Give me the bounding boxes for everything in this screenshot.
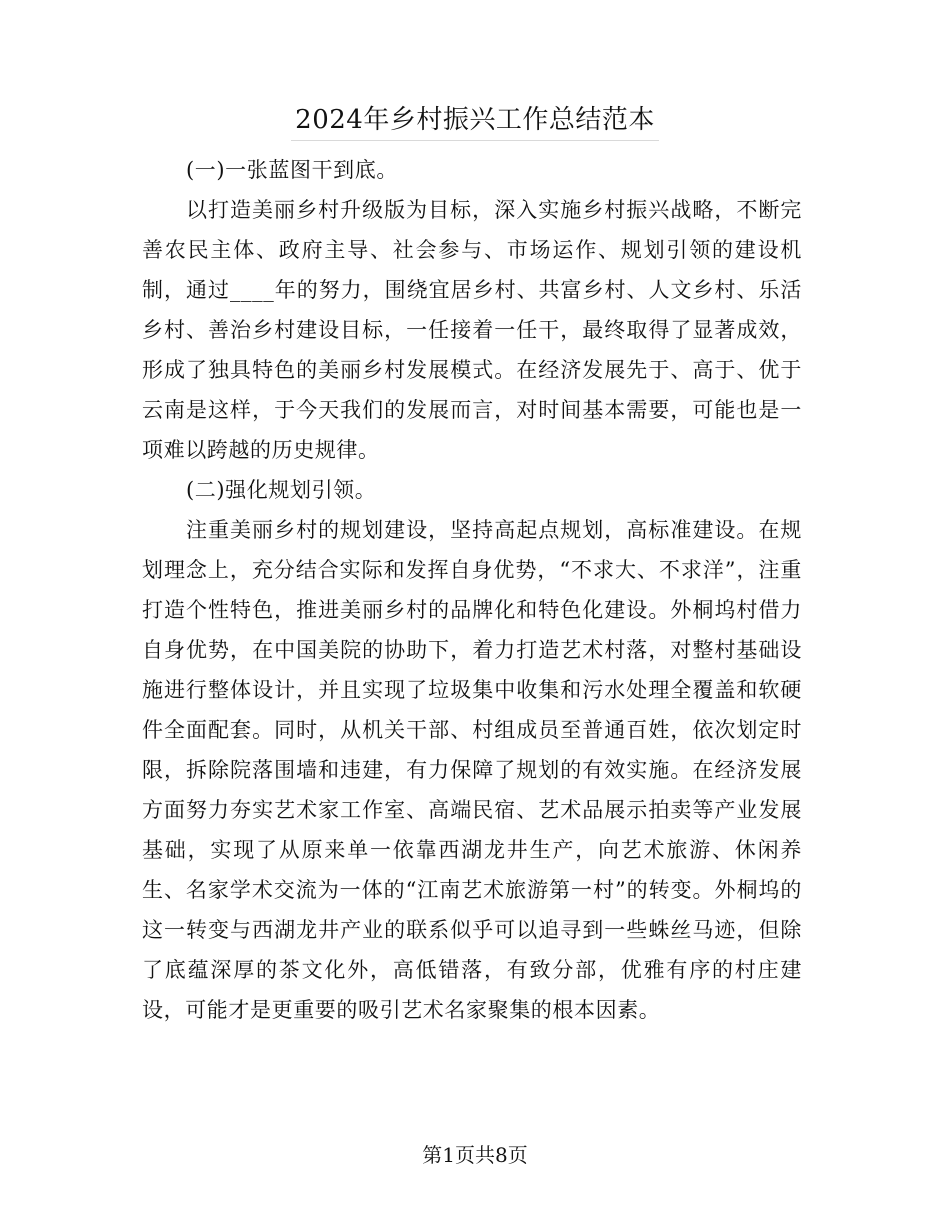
page-number-footer: 第1页共8页 — [422, 1143, 528, 1167]
section-paragraph-2: 注重美丽乡村的规划建设，坚持高起点规划，高标准建设。在规划理念上，充分结合实际和发挥自身优势，“不求大、不求洋”，注重打造个性特色，推进美丽乡村的品牌化和特色化建设。外桐坞村借力自身优势，在中国美院的协助下，着力打造艺术村落，对整村基础设施进行整体设计，并且实现了垃圾集中收集和污水处理全覆盖和软硬件全面配套。同时，从机关干部、村组成员至普通百姓，依次划定时限，拆除院落围墙和违建，有力保障了规划的有效实施。在经济发展方面努力夯实艺术家工作室、高端民宿、艺术品展示拍卖等产业发展基础，实现了从原来单一依靠西湖龙井生产，向艺术旅游、休闲养生、名家学术交流为一体的“江南艺术旅游第一村”的转变。外桐坞的这一转变与西湖龙井产业的联系似乎可以追寻到一些蛛丝马迹，但除了底蕴深厚的茶文化外，高低错落，有致分部，优雅有序的村庄建设，可能才是更重要的吸引艺术名家聚集的根本因素。 — [142, 518, 802, 1022]
section-heading-1: (一)一张蓝图干到底。 — [186, 158, 398, 182]
section-heading-2: (二)强化规划引领。 — [186, 478, 377, 502]
section-paragraph-1: 以打造美丽乡村升级版为目标，深入实施乡村振兴战略，不断完善农民主体、政府主导、社会参与、市场运作、规划引领的建设机制，通过____年的努力，围绕宜居乡村、共富乡村、人文乡村、乐活乡村、善治乡村建设目标，一任接着一任干，最终取得了显著成效，形成了独具特色的美丽乡村发展模式。在经济发展先于、高于、优于云南是这样，于今天我们的发展而言，对时间基本需要，可能也是一项难以跨越的历史规律。 — [142, 198, 802, 462]
title-container — [0, 100, 950, 141]
document-body — [142, 150, 802, 1030]
document-title: 2024年乡村振兴工作总结范本 — [291, 100, 659, 141]
